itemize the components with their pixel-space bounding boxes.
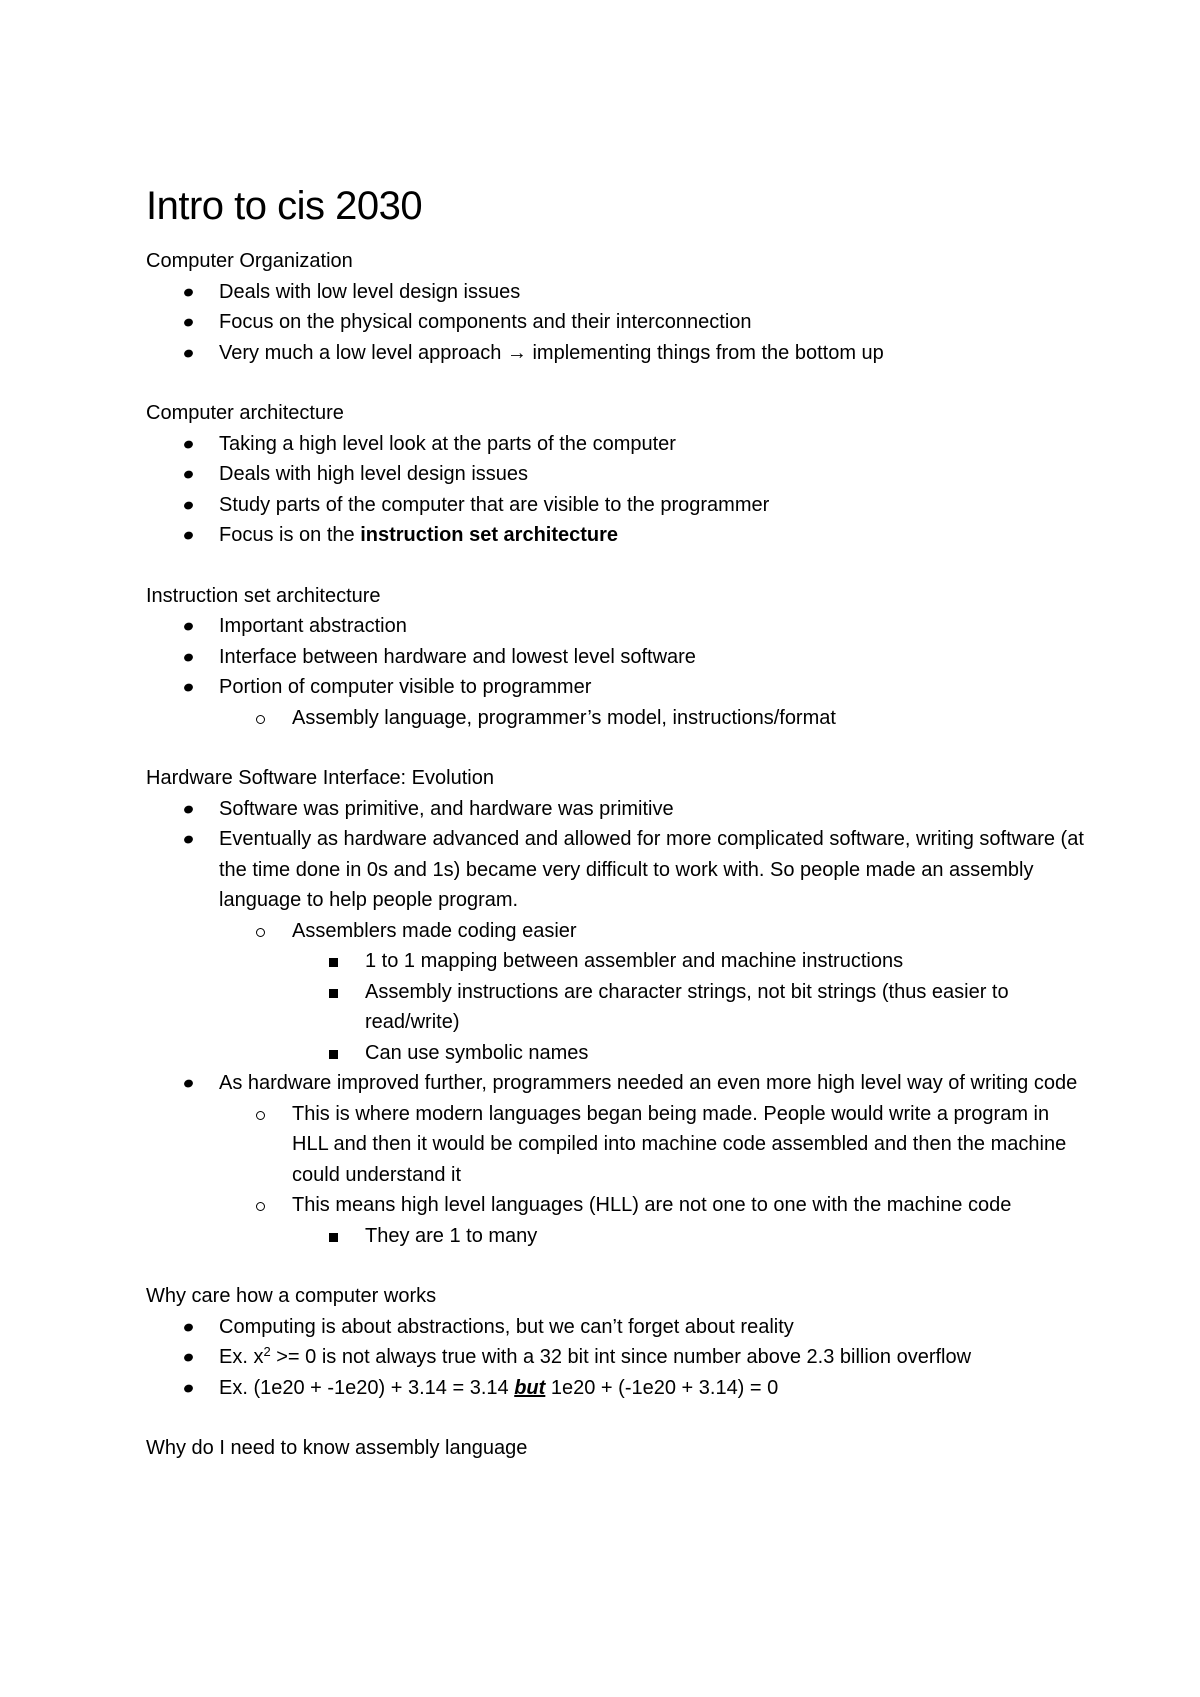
- superscript: 2: [263, 1344, 271, 1359]
- bullet-icon: [183, 804, 194, 814]
- list-item-text: 1 to 1 mapping between assembler and machine instructions: [365, 950, 904, 972]
- list-item-text: This is where modern languages began being made. People would write a program in HLL and then it would be compiled into machine code assembled and then the machine could understand it: [292, 1102, 1067, 1186]
- list-item-text: They are 1 to many: [365, 1224, 538, 1247]
- list-item: [146, 672, 1086, 703]
- bullet-list: [146, 429, 1086, 551]
- list-item: [146, 916, 1086, 947]
- list-item-text: As hardware improved further, programmers needed an even more high level way of writing code: [219, 1072, 1078, 1094]
- square-bullet-icon: [329, 958, 338, 967]
- list-item: [146, 277, 1086, 308]
- bullet-icon: [183, 317, 194, 327]
- list-item-text: Deals with high level design issues: [219, 463, 529, 485]
- list-item: [146, 338, 1086, 369]
- bold-term: instruction set architecture: [360, 524, 619, 546]
- list-item: [146, 1038, 1086, 1069]
- list-item: [146, 1190, 1086, 1221]
- section-heading: Computer Organization: [146, 250, 353, 272]
- list-item: [146, 1221, 1086, 1252]
- list-item-text: Software was primitive, and hardware was primitive: [219, 797, 674, 820]
- list-item-text: Can use symbolic names: [365, 1041, 589, 1064]
- bullet-icon: [183, 682, 194, 692]
- list-item: [146, 307, 1086, 338]
- sub-bullet-list: [146, 916, 1086, 947]
- section-heading: Why do I need to know assembly language: [146, 1437, 528, 1459]
- bullet-icon: [183, 287, 194, 297]
- bullet-list: [146, 794, 1086, 916]
- bullet-icon: [183, 348, 194, 358]
- section-heading: Instruction set architecture: [146, 584, 381, 607]
- section-instruction-set-architecture: [146, 581, 1086, 734]
- section-computer-organization: [146, 246, 1086, 368]
- list-item: [146, 642, 1086, 673]
- sub-sub-bullet-list: [146, 1221, 1086, 1252]
- bullet-icon: [183, 1352, 194, 1362]
- bullet-icon: [183, 1383, 194, 1393]
- bullet-icon: [183, 652, 194, 662]
- section-computer-architecture: [146, 398, 1086, 551]
- list-item: [146, 490, 1086, 521]
- list-item-text: Assemblers made coding easier: [292, 919, 577, 942]
- list-item-text: Assembly instructions are character strings, not bit strings (thus easier to read/write): [365, 980, 1009, 1033]
- bullet-icon: [183, 1078, 194, 1088]
- sub-bullet-list: [146, 1099, 1086, 1221]
- list-item-text: Taking a high level look at the parts of the computer: [219, 432, 676, 455]
- bullet-list: [146, 1068, 1086, 1099]
- section-heading: Computer architecture: [146, 402, 344, 424]
- list-item: [146, 520, 1086, 551]
- section-heading: Hardware Software Interface: Evolution: [146, 767, 494, 789]
- list-item: [146, 1099, 1086, 1191]
- list-item: [146, 794, 1086, 825]
- list-item: [146, 977, 1086, 1038]
- bullet-icon: [183, 439, 194, 449]
- page-title: Intro to cis 2030: [146, 184, 423, 228]
- square-bullet-icon: [329, 989, 338, 998]
- list-item-text: Deals with low level design issues: [219, 280, 521, 303]
- list-item-text: Focus is on the: [219, 524, 361, 546]
- section-why-care: [146, 1281, 1086, 1403]
- document-page: [146, 182, 1086, 1494]
- sub-sub-bullet-list: [146, 946, 1086, 1068]
- section-hardware-software-interface: [146, 763, 1086, 1251]
- list-item: [146, 1068, 1086, 1099]
- sub-bullet-list: [146, 703, 1086, 734]
- hollow-bullet-icon: [256, 1111, 265, 1120]
- bullet-list: [146, 1312, 1086, 1404]
- bullet-icon: [183, 1322, 194, 1332]
- list-item: [146, 459, 1086, 490]
- list-item-text: Ex. (1e20 + -1e20) + 3.14 = 3.14: [219, 1376, 515, 1399]
- list-item: [146, 1312, 1086, 1343]
- list-item-text: Focus on the physical components and their interconnection: [219, 311, 752, 333]
- bullet-icon: [183, 469, 194, 479]
- hollow-bullet-icon: [256, 928, 265, 937]
- square-bullet-icon: [329, 1233, 338, 1242]
- bullet-list: [146, 277, 1086, 369]
- bullet-list: [146, 611, 1086, 703]
- list-item-text: Interface between hardware and lowest level software: [219, 645, 696, 668]
- list-item-text: Very much a low level approach → implementing things from the bottom up: [219, 341, 884, 364]
- list-item: [146, 946, 1086, 977]
- emphasis-but: but: [514, 1376, 546, 1399]
- list-item: [146, 611, 1086, 642]
- list-item-text: Assembly language, programmer’s model, instructions/format: [292, 706, 836, 729]
- list-item-text: Computing is about abstractions, but we can’t forget about reality: [219, 1315, 794, 1338]
- list-item: [146, 824, 1086, 916]
- list-item: [146, 1342, 1086, 1373]
- list-item-text: This means high level languages (HLL) are not one to one with the machine code: [292, 1194, 1012, 1216]
- list-item: [146, 1373, 1086, 1404]
- section-why-assembly: [146, 1433, 1086, 1464]
- list-item-text: Ex. x: [219, 1346, 264, 1368]
- square-bullet-icon: [329, 1050, 338, 1059]
- list-item-text: 1e20 + (-1e20 + 3.14) = 0: [545, 1376, 779, 1399]
- list-item-text: Portion of computer visible to programmer: [219, 676, 592, 698]
- bullet-icon: [183, 834, 194, 844]
- list-item: [146, 429, 1086, 460]
- bullet-icon: [183, 530, 194, 540]
- list-item-text: Eventually as hardware advanced and allowed for more complicated software, writing software (at the time done in 0s and 1s) became very difficult to work with. So people made an assembly language to help people program.: [219, 828, 1084, 911]
- hollow-bullet-icon: [256, 1202, 265, 1211]
- list-item-text: >= 0 is not always true with a 32 bit int since number above 2.3 billion overflow: [270, 1346, 972, 1368]
- bullet-icon: [183, 500, 194, 510]
- hollow-bullet-icon: [256, 715, 265, 724]
- list-item-text: Study parts of the computer that are visible to the programmer: [219, 493, 770, 516]
- section-heading: Why care how a computer works: [146, 1285, 437, 1307]
- list-item-text: Important abstraction: [219, 615, 407, 637]
- bullet-icon: [183, 621, 194, 631]
- list-item: [146, 703, 1086, 734]
